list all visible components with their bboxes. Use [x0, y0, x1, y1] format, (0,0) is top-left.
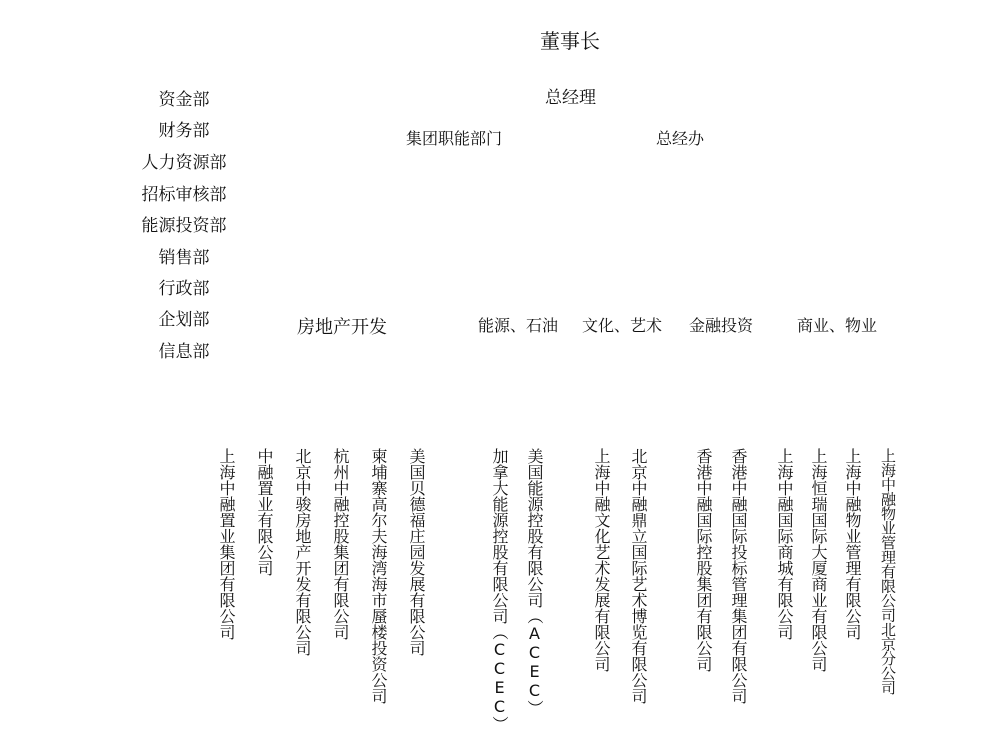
- company-node: 北京中骏房地产开发有限公司: [293, 448, 312, 656]
- group-functions-node: 集团职能部门: [406, 129, 503, 148]
- company-node: 上海中融文化艺术发展有限公司: [592, 448, 611, 672]
- chairman-node: 董事长: [540, 29, 600, 53]
- business-line-node: 文化、艺术: [582, 316, 663, 335]
- department-node: 销售部: [158, 248, 210, 268]
- business-line-node: 商业、物业: [797, 316, 878, 335]
- business-line-node: 房地产开发: [297, 317, 387, 338]
- department-node: 招标审核部: [141, 185, 227, 205]
- department-node: 财务部: [158, 121, 210, 141]
- department-node: 行政部: [158, 279, 210, 299]
- department-node: 能源投资部: [141, 216, 227, 236]
- general-manager-node: 总经理: [545, 88, 596, 108]
- business-line-node: 金融投资: [689, 316, 754, 335]
- company-node: 柬埔寨高尔夫海湾海市蜃楼投资公司: [369, 448, 388, 704]
- company-node: 上海中融国际商城有限公司: [775, 448, 794, 640]
- department-node: 人力资源部: [141, 153, 227, 173]
- company-node: 上海中融物业管理有限公司: [843, 448, 862, 640]
- department-node: 企划部: [158, 310, 210, 330]
- department-node: 资金部: [158, 90, 210, 110]
- company-node: 杭州中融控股集团有限公司: [331, 448, 350, 640]
- company-node: 香港中融国际控股集团有限公司: [694, 448, 713, 672]
- company-node: 美国贝德福庄园发展有限公司: [407, 448, 426, 656]
- company-node: 香港中融国际投标管理集团有限公司: [729, 448, 748, 704]
- business-line-node: 能源、石油: [478, 316, 559, 335]
- company-node: 北京中融鼎立国际艺术博览有限公司: [629, 448, 648, 704]
- company-node: 上海中融物业管理有限公司北京分公司: [879, 448, 897, 695]
- gm-office-node: 总经办: [656, 129, 705, 148]
- department-node: 信息部: [158, 342, 210, 362]
- company-node: 中融置业有限公司: [255, 448, 274, 576]
- company-node: 上海中融置业集团有限公司: [217, 448, 236, 640]
- company-node: 美国能源控股有限公司（ACEC）: [525, 448, 544, 716]
- company-node: 加拿大能源控股有限公司（CCEC）: [490, 448, 509, 732]
- company-node: 上海恒瑞国际大厦商业有限公司: [809, 448, 828, 672]
